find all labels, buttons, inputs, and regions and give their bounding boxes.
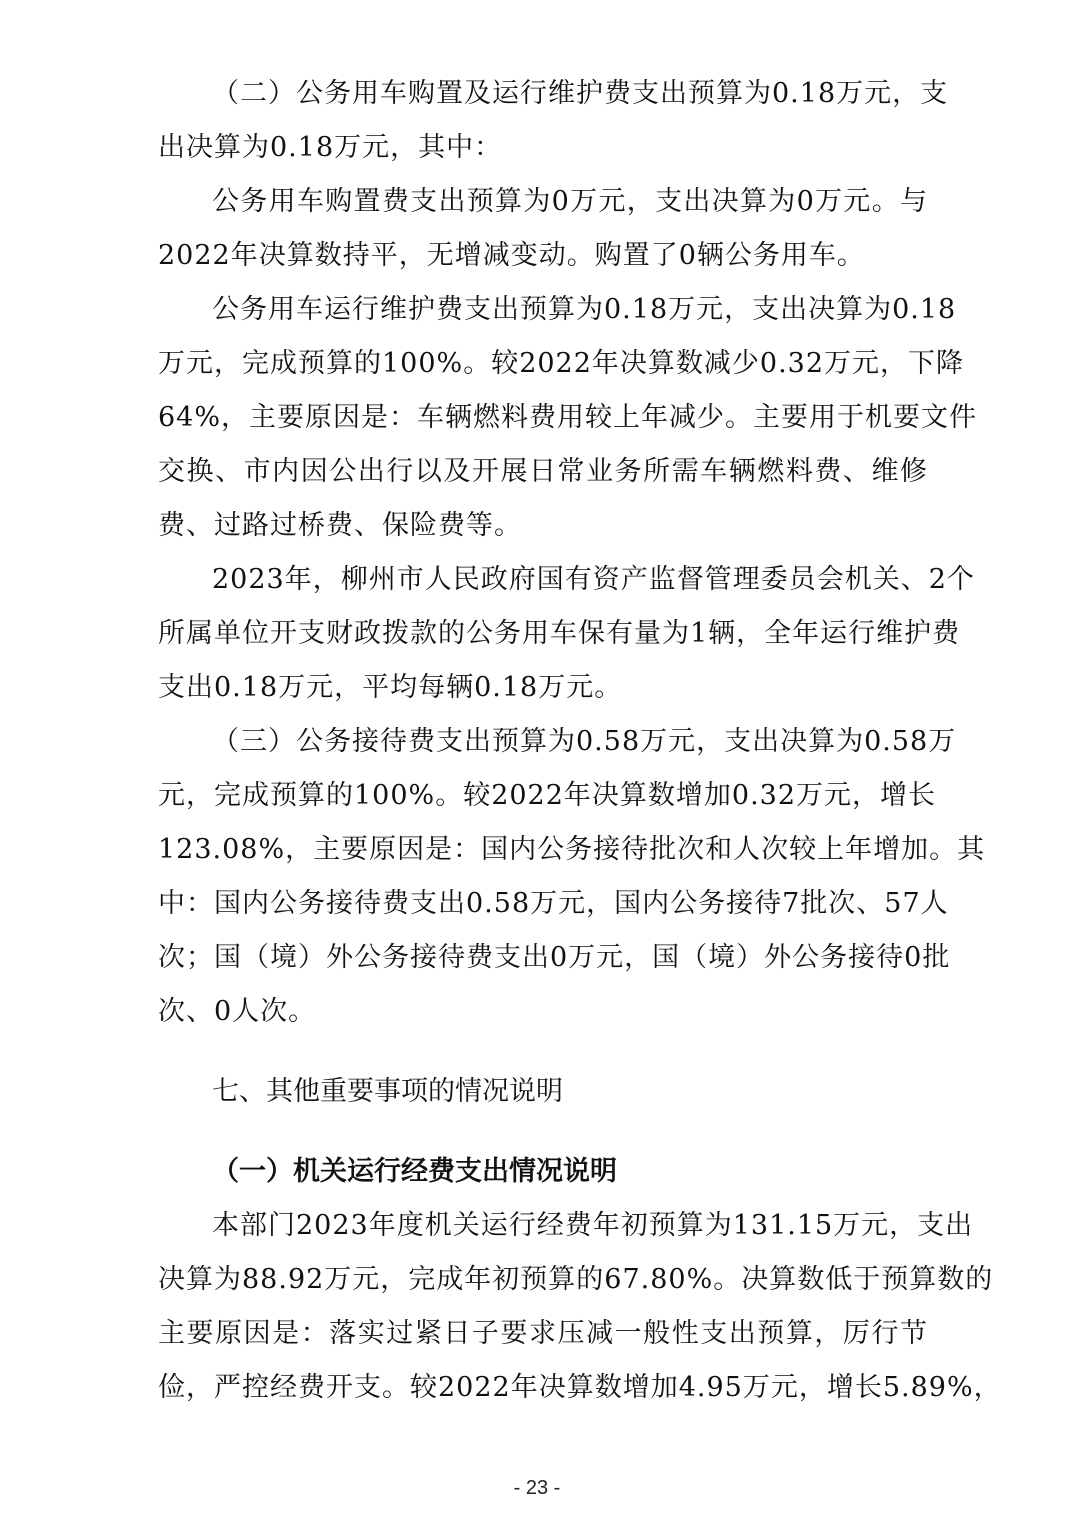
paragraph-line: 公务用车购置费支出预算为0万元，支出决算为0万元。与 [212,186,928,217]
paragraph-line: 主要原因是：落实过紧日子要求压减一般性支出预算，厉行节 [158,1318,928,1349]
sub-heading: （一）机关运行经费支出情况说明 [212,1156,617,1187]
paragraph-line: 中：国内公务接待费支出0.58万元，国内公务接待7批次、57人 [158,888,949,919]
section-heading: 七、其他重要事项的情况说明 [212,1076,563,1107]
paragraph-line: 本部门2023年度机关运行经费年初预算为131.15万元，支出 [212,1210,974,1241]
paragraph-line: （三）公务接待费支出预算为0.58万元，支出决算为0.58万 [212,726,957,757]
page-number: - 23 - [513,1477,561,1499]
paragraph-line: （二）公务用车购置及运行维护费支出预算为0.18万元，支 [212,78,949,109]
paragraph-line: 次；国（境）外公务接待费支出0万元，国（境）外公务接待0批 [158,942,951,973]
paragraph-line: 123.08%，主要原因是：国内公务接待批次和人次较上年增加。其 [158,834,986,865]
paragraph-line: 2023年，柳州市人民政府国有资产监督管理委员会机关、2个 [212,564,975,595]
paragraph-line: 俭，严控经费开支。较2022年决算数增加4.95万元，增长5.89%， [158,1372,1002,1403]
paragraph-line: 费、过路过桥费、保险费等。 [158,510,522,541]
paragraph-line: 支出0.18万元，平均每辆0.18万元。 [158,672,623,703]
paragraph-line: 所属单位开支财政拨款的公务用车保有量为1辆，全年运行维护费 [158,618,961,649]
paragraph-line: 决算为88.92万元，完成年初预算的67.80%。决算数低于预算数的 [158,1264,994,1295]
paragraph-line: 元，完成预算的100%。较2022年决算数增加0.32万元，增长 [158,780,937,811]
paragraph-line: 万元，完成预算的100%。较2022年决算数减少0.32万元，下降 [158,348,965,379]
paragraph-line: 交换、市内因公出行以及开展日常业务所需车辆燃料费、维修 [158,456,928,487]
paragraph-line: 出决算为0.18万元，其中： [158,132,503,163]
paragraph-line: 64%，主要原因是：车辆燃料费用较上年减少。主要用于机要文件 [158,402,978,433]
paragraph-line: 次、0人次。 [158,996,317,1027]
paragraph-line: 公务用车运行维护费支出预算为0.18万元，支出决算为0.18 [212,294,957,325]
paragraph-line: 2022年决算数持平，无增减变动。购置了0辆公务用车。 [158,240,865,271]
